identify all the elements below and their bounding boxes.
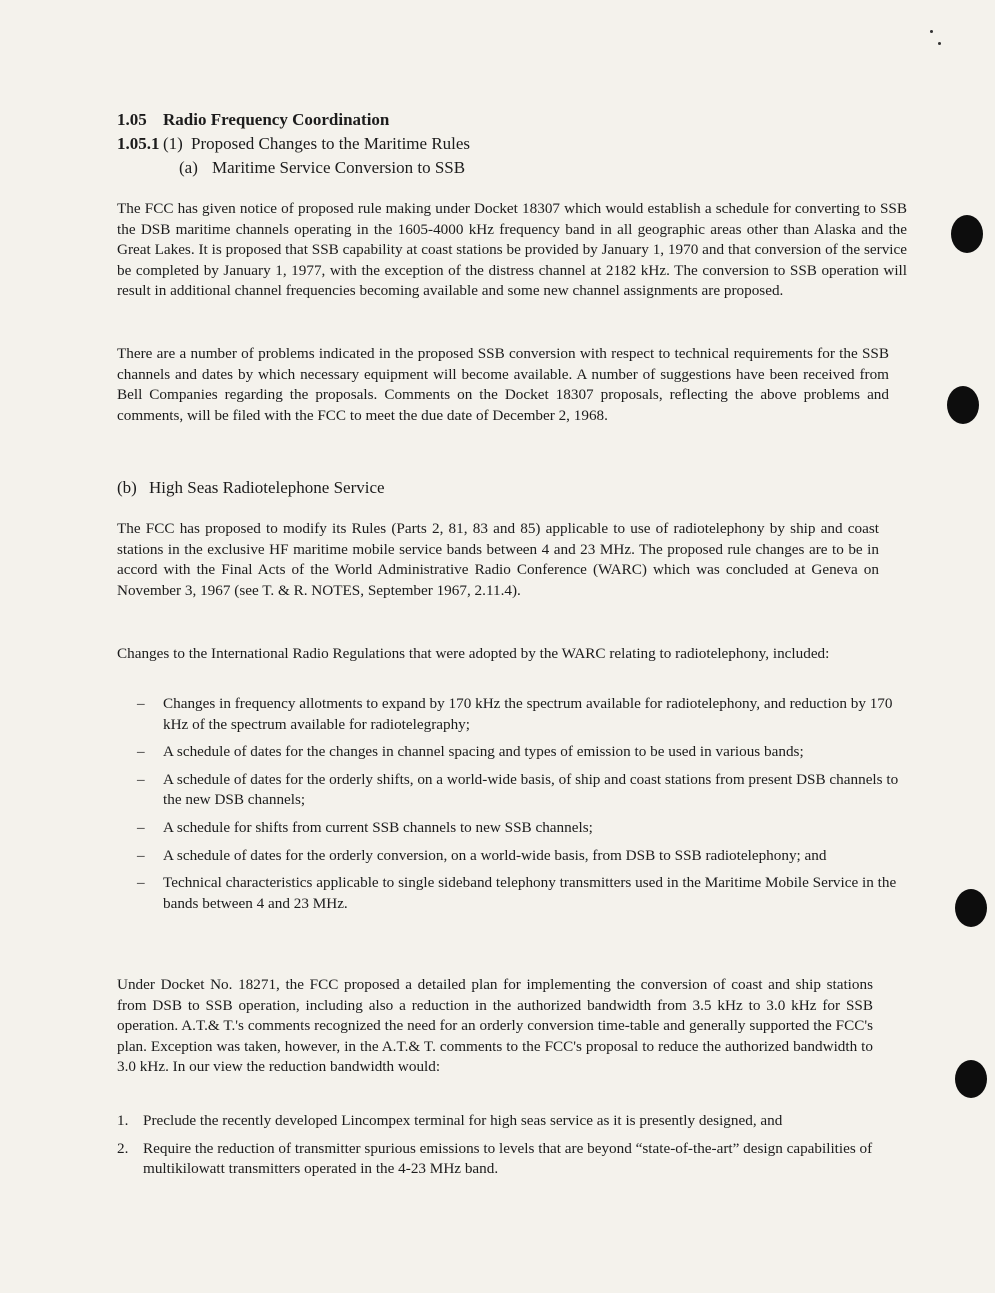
- part-a-title: Maritime Service Conversion to SSB: [212, 158, 466, 177]
- punch-hole-3: [955, 889, 987, 927]
- subsection-number: 1.05.1: [117, 134, 160, 153]
- paragraph-docket-18307: The FCC has given notice of proposed rule making under Docket 18307 which would establish a schedule for converting to SSB the DSB maritime channels operating in the 1605-4000 kHz frequency band in all geographic areas other than Alaska and the Great Lakes. It is proposed that SSB capability at coast stations be provided by January 1, 1970 and that conversion of the service be completed by January 1, 1977, with the exception of the distress channel at 2182 kHz. The conversion to SSB operation will result in additional channel frequencies becoming available and some new channel assignments are proposed.: [117, 200, 907, 300]
- section-number: 1.05: [117, 110, 147, 129]
- subsection-label: (1): [163, 134, 183, 153]
- list-item: [117, 1111, 887, 1132]
- warc-changes-list: [137, 694, 907, 921]
- list-item: [137, 846, 907, 867]
- punch-hole-4: [955, 1060, 987, 1098]
- dash-marker: –: [137, 743, 145, 761]
- dash-marker: –: [137, 818, 145, 836]
- dash-marker: –: [137, 770, 145, 788]
- paragraph-docket-18271: Under Docket No. 18271, the FCC proposed a detailed plan for implementing the conversion of coast and ship stations from DSB to SSB operation, including also a reduction in the authorized bandwidth from 3.5 kHz to 3.0 kHz for SSB operation. A.T.& T.'s comments recognized the need for an orderly conversion time-table and generally supported the FCC's plan. Exception was taken, however, in the A.T.& T. comments to the FCC's proposal to reduce the authorized bandwidth to 3.0 kHz. In our view the reduction bandwidth would:: [117, 976, 873, 1076]
- list-item: [137, 818, 907, 839]
- subsection-heading: [117, 132, 470, 156]
- paragraph-ssb-problems: There are a number of problems indicated in the proposed SSB conversion with respect to technical requirements for the SSB channels and dates by which necessary equipment will become available. A number of suggestions have been received from Bell Companies regarding the proposals. Comments on the Docket 18307 proposals, reflecting the above problems and comments, will be filed with the FCC to meet the due date of December 2, 1968.: [117, 345, 889, 424]
- paragraph-warc-changes: Changes to the International Radio Regulations that were adopted by the WARC relating to radiotelephony, included:: [117, 645, 830, 662]
- list-item: [137, 694, 907, 735]
- part-a-label: (a): [179, 158, 198, 177]
- list-item-text: Technical characteristics applicable to single sideband telephony transmitters used in the Maritime Mobile Service in the bands between 4 and 23 MHz.: [163, 874, 897, 912]
- scan-speck: [930, 30, 933, 33]
- list-item-text: A schedule of dates for the orderly conversion, on a world-wide basis, from DSB to SSB radiotelephony; and: [163, 846, 827, 864]
- list-item-text: Changes in frequency allotments to expand by 170 kHz the spectrum available for radiotelephony, and reduction by 170 kHz of the spectrum available for radiotelegraphy;: [163, 695, 893, 733]
- part-a-heading: [179, 156, 465, 180]
- list-item-text: A schedule of dates for the changes in channel spacing and types of emission to be used in various bands;: [163, 743, 804, 761]
- consequences-list: [117, 1111, 887, 1187]
- punch-hole-1: [951, 215, 983, 253]
- list-item-text: Require the reduction of transmitter spurious emissions to levels that are beyond “state-of-the-art” design capabilities of multikilowatt transmitters operated in the 4-23 MHz band.: [143, 1139, 873, 1178]
- list-number: 1.: [117, 1112, 129, 1129]
- dash-marker: –: [137, 846, 145, 864]
- subsection-title: Proposed Changes to the Maritime Rules: [191, 134, 471, 153]
- list-item-text: Preclude the recently developed Lincompex terminal for high seas service as it is presently designed, and: [143, 1112, 783, 1129]
- list-number: 2.: [117, 1139, 129, 1157]
- part-b-label: (b): [117, 478, 137, 497]
- list-item: [117, 1139, 887, 1180]
- part-b-heading: [117, 476, 385, 500]
- paragraph-fcc-rules: The FCC has proposed to modify its Rules (Parts 2, 81, 83 and 85) applicable to use of radiotelephony by ship and coast stations in the exclusive HF maritime mobile service bands between 4 and 23 MHz. The proposed rule changes are to be in accord with the Final Acts of the World Administrative Radio Conference (WARC) which was concluded at Geneva on November 3, 1967 (see T. & R. NOTES, September 1967, 2.11.4).: [117, 520, 879, 599]
- scan-speck: [938, 42, 941, 45]
- list-item-text: A schedule of dates for the orderly shifts, on a world-wide basis, of ship and coast stations from present DSB channels to the new DSB channels;: [163, 770, 899, 809]
- section-heading: [117, 108, 389, 132]
- punch-hole-2: [947, 386, 979, 424]
- list-item-text: A schedule for shifts from current SSB channels to new SSB channels;: [163, 818, 593, 836]
- part-b-title: High Seas Radiotelephone Service: [149, 478, 385, 497]
- section-title: Radio Frequency Coordination: [163, 110, 390, 129]
- list-item: [137, 873, 907, 914]
- list-item: [137, 742, 907, 763]
- dash-marker: –: [137, 874, 145, 892]
- dash-marker: –: [137, 695, 145, 712]
- list-item: [137, 770, 907, 811]
